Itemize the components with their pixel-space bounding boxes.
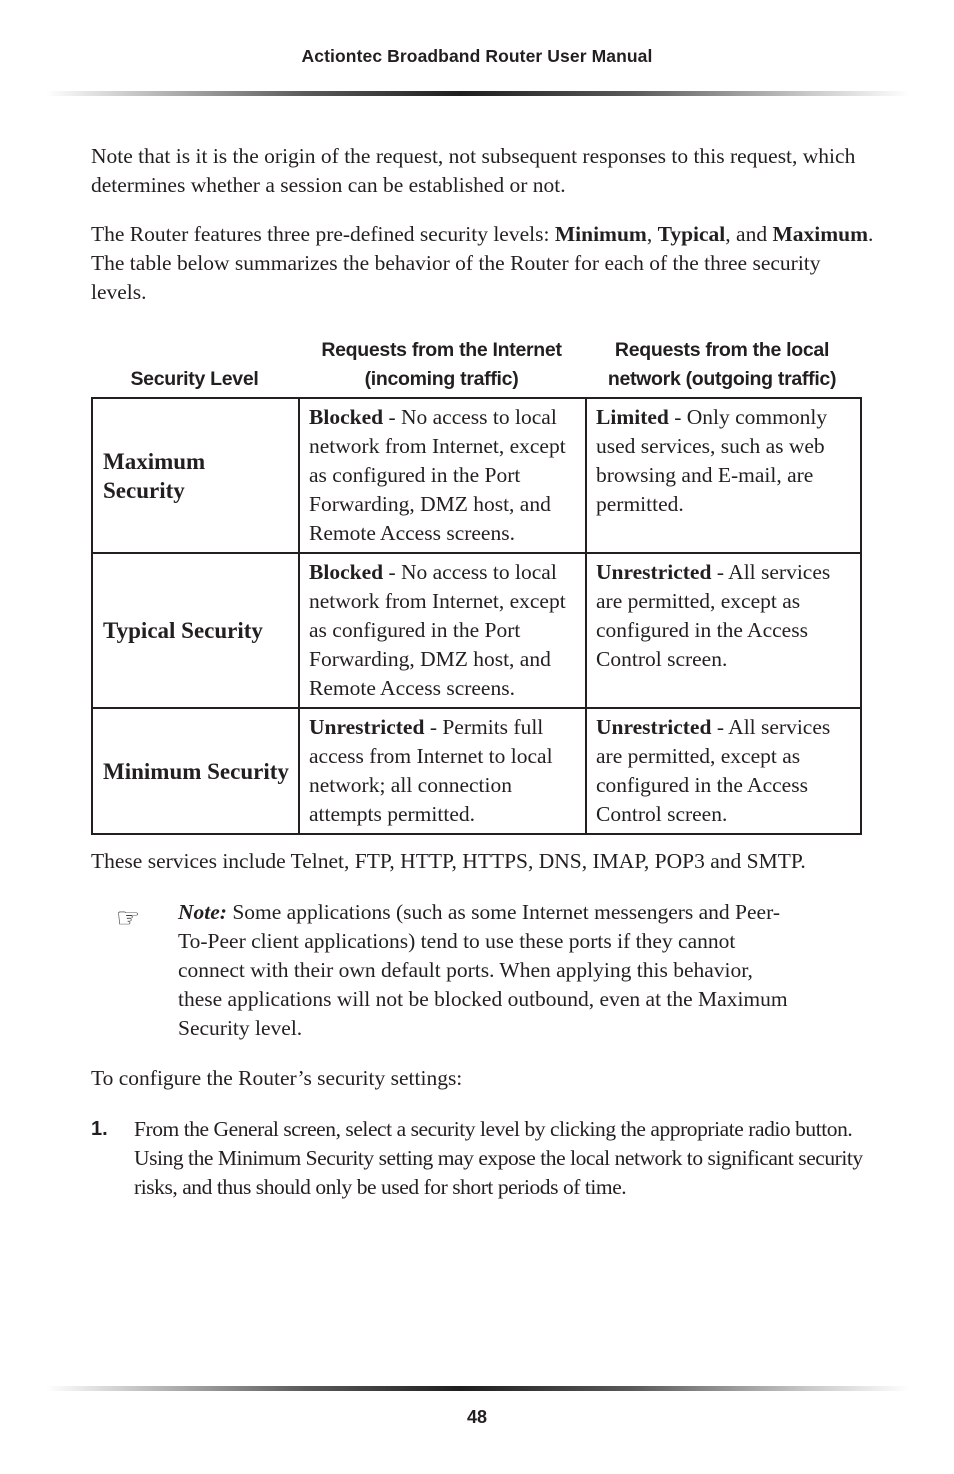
incoming-description: - No access to local network from Internet, except as configured in the Port Forwarding, DMZ host, and Remote Access screens. — [309, 560, 566, 700]
outgoing-description: - Only commonly used services, such as web browsing and E-mail, are permitted. — [596, 405, 828, 516]
p2-minimum: Minimum — [554, 222, 647, 246]
row-security-level: Maximum Security — [92, 398, 299, 553]
note-label: Note: — [178, 900, 227, 924]
outgoing-status: Unrestricted — [596, 715, 712, 739]
p2-text-a: The Router features three pre-defined security levels: — [91, 222, 555, 246]
incoming-status: Blocked — [309, 560, 384, 584]
p2-text-d: . The table below summarizes the behavior of the Router for each of the three security levels. — [91, 222, 874, 304]
services-list: These services include Telnet, FTP, HTTP, HTTPS, DNS, IMAP, POP3 and SMTP. — [91, 849, 806, 873]
p2-maximum: Maximum — [772, 222, 868, 246]
security-levels-table — [91, 397, 862, 835]
p2-text-c: , and — [725, 222, 773, 246]
table-row — [92, 398, 861, 553]
outgoing-description: - All services are permitted, except as configured in the Access Control screen. — [596, 560, 831, 671]
security-levels-paragraph — [91, 220, 876, 307]
running-header: Actiontec Broadband Router User Manual — [301, 46, 653, 66]
header-security-level: Security Level — [130, 368, 259, 390]
outgoing-status: Limited — [596, 405, 669, 429]
row-outgoing-cell — [586, 553, 861, 708]
origin-paragraph: Note that is it is the origin of the request, not subsequent responses to this request, which determines whether a session can be established or not. — [91, 144, 856, 197]
note-block — [178, 898, 788, 1043]
footer-divider — [46, 1386, 910, 1391]
incoming-status: Unrestricted — [309, 715, 425, 739]
outgoing-description: - All services are permitted, except as configured in the Access Control screen. — [596, 715, 831, 826]
table-row — [92, 708, 861, 834]
step-text: From the General screen, select a security level by clicking the appropriate radio button. Using the Minimum Security setting may expose the local network to significant security risks, and thus should only be used for short periods of time. — [134, 1117, 863, 1199]
step-number: 1. — [91, 1118, 108, 1140]
page-number: 48 — [466, 1407, 488, 1427]
row-incoming-cell — [299, 708, 586, 834]
header-incoming-requests: Requests from the Internet (incoming traffic) — [321, 339, 562, 390]
outgoing-status: Unrestricted — [596, 560, 712, 584]
incoming-description: - No access to local network from Internet, except as configured in the Port Forwarding, DMZ host, and Remote Access screens. — [309, 405, 566, 545]
security-table-header — [91, 338, 859, 396]
incoming-description: - Permits full access from Internet to local network; all connection attempts permitted. — [309, 715, 553, 826]
table-row — [92, 553, 861, 708]
incoming-status: Blocked — [309, 405, 384, 429]
row-security-level: Minimum Security — [92, 708, 299, 834]
p2-typical: Typical — [657, 222, 726, 246]
p2-text-b: , — [646, 222, 658, 246]
note-text: Some applications (such as some Internet messengers and Peer-To-Peer client applications) tend to use these ports if they cannot connect with their own default ports. When applying this behavior, these applications will not be blocked outbound, even at the Maximum Security level. — [178, 900, 788, 1040]
configure-intro: To configure the Router’s security settings: — [91, 1066, 463, 1090]
pointing-hand-icon: ☞ — [116, 903, 141, 933]
row-incoming-cell — [299, 398, 586, 553]
row-security-level: Typical Security — [92, 553, 299, 708]
row-incoming-cell — [299, 553, 586, 708]
row-outgoing-cell — [586, 708, 861, 834]
header-outgoing-requests: Requests from the local network (outgoing traffic) — [607, 339, 837, 390]
row-outgoing-cell — [586, 398, 861, 553]
header-divider — [46, 91, 910, 96]
